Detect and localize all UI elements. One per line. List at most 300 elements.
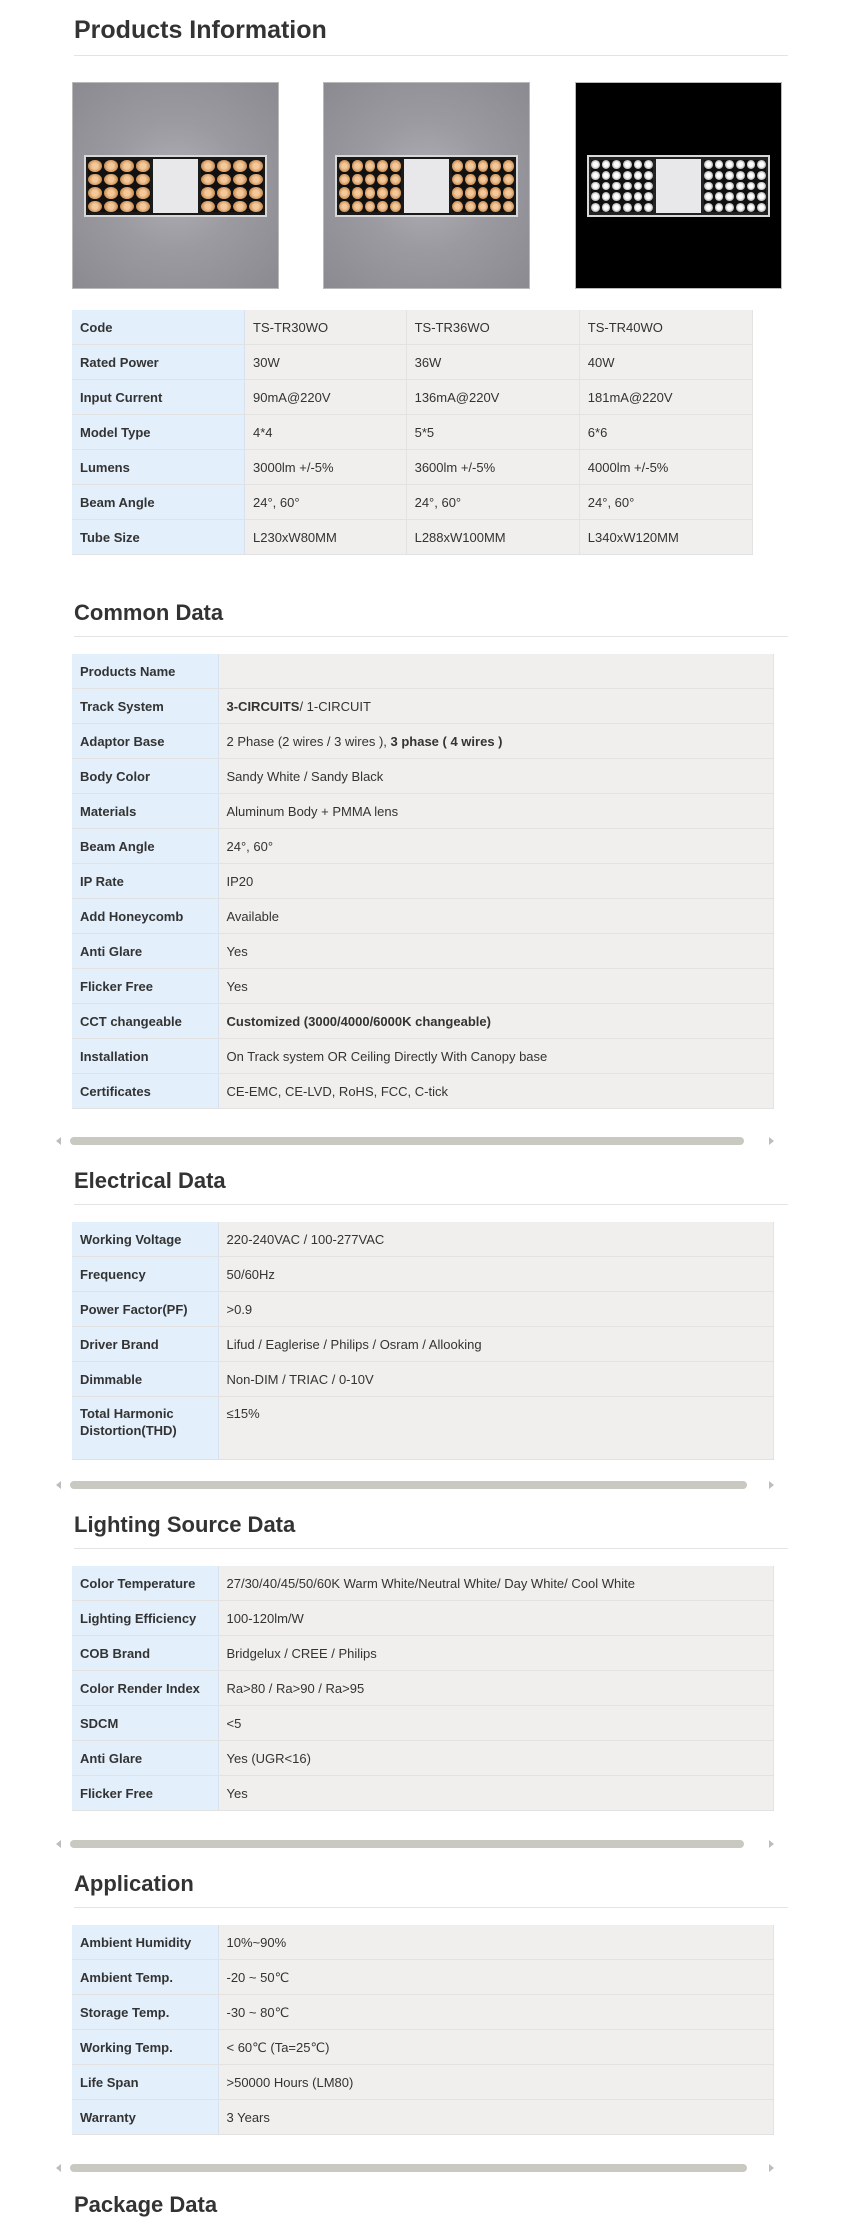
row-value: TS-TR30WO <box>245 310 407 345</box>
table-row <box>72 2100 774 2135</box>
row-value: 3 Years <box>218 2100 774 2135</box>
led-dot <box>704 171 713 180</box>
led-dot <box>478 160 489 172</box>
table-row <box>72 450 753 485</box>
table-row <box>72 689 774 724</box>
row-value: 24°, 60° <box>218 829 774 864</box>
led-dot <box>612 171 621 180</box>
row-label: Certificates <box>72 1074 218 1109</box>
row-value: 3000lm +/-5% <box>245 450 407 485</box>
led-dot <box>634 192 643 201</box>
table-row <box>72 310 753 345</box>
package-title: Package Data <box>74 2192 218 2217</box>
led-dot <box>352 160 363 172</box>
table-row <box>72 2065 774 2100</box>
row-label: Add Honeycomb <box>72 899 218 934</box>
led-dot <box>623 160 632 169</box>
row-label: Total Harmonic Distortion(THD) <box>72 1397 218 1460</box>
led-dot <box>452 174 463 186</box>
scroll-left-arrow-icon[interactable] <box>56 1137 61 1145</box>
led-dot <box>757 203 766 212</box>
led-dot <box>339 187 350 199</box>
row-label: Track System <box>72 689 218 724</box>
electrical-table <box>72 1222 774 1460</box>
led-dot <box>725 171 734 180</box>
led-dot <box>591 192 600 201</box>
row-label: Materials <box>72 794 218 829</box>
row-value: -20 ~ 50℃ <box>218 1960 774 1995</box>
electrical-scrollbar[interactable] <box>56 1478 774 1492</box>
row-label: Flicker Free <box>72 969 218 1004</box>
table-row <box>72 1004 774 1039</box>
led-dot <box>365 160 376 172</box>
led-dot <box>612 160 621 169</box>
row-value: 100-120lm/W <box>218 1601 774 1636</box>
scroll-right-arrow-icon[interactable] <box>769 1481 774 1489</box>
led-dot <box>136 201 150 213</box>
row-label: Working Temp. <box>72 2030 218 2065</box>
led-dot <box>217 201 231 213</box>
led-dot <box>377 187 388 199</box>
led-dot <box>736 203 745 212</box>
led-dot <box>201 160 215 172</box>
led-dot <box>757 160 766 169</box>
led-dot <box>612 203 621 212</box>
led-dot <box>88 187 102 199</box>
fixture-5x5-image <box>335 155 518 217</box>
scroll-right-arrow-icon[interactable] <box>769 2164 774 2172</box>
row-label: Storage Temp. <box>72 1995 218 2030</box>
table-row <box>72 1566 774 1601</box>
row-value: 24°, 60° <box>579 485 752 520</box>
row-label: Products Name <box>72 654 218 689</box>
row-value: 27/30/40/45/50/60K Warm White/Neutral White/ Day White/ Cool White <box>218 1566 774 1601</box>
row-value: L340xW120MM <box>579 520 752 555</box>
led-dot <box>478 187 489 199</box>
row-value: Sandy White / Sandy Black <box>218 759 774 794</box>
row-value: ≤15% <box>218 1397 774 1460</box>
lighting-table <box>72 1566 774 1811</box>
led-dot <box>591 171 600 180</box>
led-dot <box>478 174 489 186</box>
led-dot <box>352 187 363 199</box>
led-dot <box>747 182 756 191</box>
row-value: 4000lm +/-5% <box>579 450 752 485</box>
row-value: 40W <box>579 345 752 380</box>
led-dot <box>736 182 745 191</box>
row-label: Driver Brand <box>72 1327 218 1362</box>
table-row <box>72 829 774 864</box>
product-image-3[interactable] <box>575 82 782 289</box>
row-value-text: / 1-CIRCUIT <box>299 698 371 714</box>
led-dot <box>602 160 611 169</box>
led-dot <box>452 160 463 172</box>
led-dot <box>390 201 401 213</box>
common-table <box>72 654 774 1109</box>
table-row <box>72 1292 774 1327</box>
led-dot <box>339 174 350 186</box>
row-label: Installation <box>72 1039 218 1074</box>
led-dot <box>634 203 643 212</box>
led-dot <box>120 187 134 199</box>
table-row <box>72 899 774 934</box>
lighting-scrollbar[interactable] <box>56 1837 774 1851</box>
led-dot <box>757 171 766 180</box>
lighting-title: Lighting Source Data <box>74 1512 788 1549</box>
row-value: >50000 Hours (LM80) <box>218 2065 774 2100</box>
led-dot <box>88 174 102 186</box>
table-row <box>72 520 753 555</box>
table-row <box>72 415 753 450</box>
row-value: 4*4 <box>245 415 407 450</box>
led-dot <box>704 160 713 169</box>
led-dot <box>725 203 734 212</box>
row-value-text: 2 Phase (2 wires / 3 wires ), <box>226 733 391 749</box>
row-label: IP Rate <box>72 864 218 899</box>
row-value: 136mA@220V <box>406 380 579 415</box>
table-row <box>72 934 774 969</box>
led-dot <box>715 182 724 191</box>
table-row <box>72 2030 774 2065</box>
led-dot <box>644 203 653 212</box>
led-dot <box>747 171 756 180</box>
led-dot <box>352 201 363 213</box>
row-label: Beam Angle <box>72 829 218 864</box>
row-value: 5*5 <box>406 415 579 450</box>
row-label: Power Factor(PF) <box>72 1292 218 1327</box>
led-dot <box>233 174 247 186</box>
application-table <box>72 1925 774 2135</box>
led-dot <box>704 182 713 191</box>
row-label: Body Color <box>72 759 218 794</box>
row-value: Yes <box>218 1776 774 1811</box>
led-dot <box>591 160 600 169</box>
led-dot <box>339 201 350 213</box>
led-dot <box>465 201 476 213</box>
row-value: 24°, 60° <box>245 485 407 520</box>
table-row <box>72 1706 774 1741</box>
row-value: 24°, 60° <box>406 485 579 520</box>
scrollbar-thumb[interactable] <box>70 2164 747 2172</box>
led-dot <box>591 182 600 191</box>
row-value: 10%~90% <box>218 1925 774 1960</box>
led-dot <box>465 187 476 199</box>
row-value: Non-DIM / TRIAC / 0-10V <box>218 1362 774 1397</box>
led-dot <box>623 203 632 212</box>
row-label: Ambient Humidity <box>72 1925 218 1960</box>
led-dot <box>88 160 102 172</box>
led-dot <box>365 174 376 186</box>
fixture-6x6-image <box>587 155 770 217</box>
led-dot <box>478 201 489 213</box>
led-dot <box>623 182 632 191</box>
led-dot <box>390 174 401 186</box>
fixture-4x4-image <box>84 155 267 217</box>
scrollbar-thumb[interactable] <box>70 1137 744 1145</box>
led-dot <box>201 187 215 199</box>
led-dot <box>201 201 215 213</box>
led-dot <box>644 171 653 180</box>
row-value <box>218 654 774 689</box>
table-row <box>72 1039 774 1074</box>
row-value: 3600lm +/-5% <box>406 450 579 485</box>
led-dot <box>503 160 514 172</box>
row-value: On Track system OR Ceiling Directly With Canopy base <box>218 1039 774 1074</box>
led-dot <box>503 187 514 199</box>
led-dot <box>490 160 501 172</box>
table-row <box>72 1995 774 2030</box>
row-label: Dimmable <box>72 1362 218 1397</box>
led-dot <box>465 160 476 172</box>
led-dot <box>644 182 653 191</box>
products-table <box>72 310 753 555</box>
row-value: Available <box>218 899 774 934</box>
led-dot <box>725 160 734 169</box>
led-dot <box>612 192 621 201</box>
row-value: Bridgelux / CREE / Philips <box>218 1636 774 1671</box>
table-row <box>72 345 753 380</box>
scrollbar-thumb[interactable] <box>70 1840 744 1848</box>
table-row <box>72 380 753 415</box>
row-value: Ra>80 / Ra>90 / Ra>95 <box>218 1671 774 1706</box>
table-row <box>72 654 774 689</box>
application-title: Application <box>74 1871 788 1908</box>
led-dot <box>490 187 501 199</box>
row-value: 6*6 <box>579 415 752 450</box>
common-title: Common Data <box>74 600 788 637</box>
led-dot <box>339 160 350 172</box>
product-image-2[interactable] <box>323 82 530 289</box>
table-row <box>72 759 774 794</box>
row-label: Anti Glare <box>72 934 218 969</box>
row-value: 220-240VAC / 100-277VAC <box>218 1222 774 1257</box>
row-label: Frequency <box>72 1257 218 1292</box>
table-row <box>72 1074 774 1109</box>
row-label: Color Temperature <box>72 1566 218 1601</box>
row-label: Code <box>72 310 245 345</box>
led-dot <box>104 187 118 199</box>
led-dot <box>365 187 376 199</box>
led-dot <box>612 182 621 191</box>
led-dot <box>490 174 501 186</box>
row-value: IP20 <box>218 864 774 899</box>
led-dot <box>465 174 476 186</box>
row-value: TS-TR36WO <box>406 310 579 345</box>
led-dot <box>249 187 263 199</box>
row-label: Life Span <box>72 2065 218 2100</box>
row-value: CE-EMC, CE-LVD, RoHS, FCC, C-tick <box>218 1074 774 1109</box>
led-dot <box>217 160 231 172</box>
scroll-right-arrow-icon[interactable] <box>769 1840 774 1848</box>
led-dot <box>591 203 600 212</box>
row-value <box>218 1004 774 1039</box>
led-dot <box>602 192 611 201</box>
led-dot <box>249 201 263 213</box>
row-value: 181mA@220V <box>579 380 752 415</box>
led-dot <box>136 160 150 172</box>
table-row <box>72 1222 774 1257</box>
led-dot <box>747 160 756 169</box>
scroll-right-arrow-icon[interactable] <box>769 1137 774 1145</box>
led-dot <box>736 160 745 169</box>
table-row <box>72 969 774 1004</box>
row-value <box>218 724 774 759</box>
row-value: 36W <box>406 345 579 380</box>
row-label: Input Current <box>72 380 245 415</box>
led-dot <box>715 192 724 201</box>
led-dot <box>725 192 734 201</box>
row-value: TS-TR40WO <box>579 310 752 345</box>
led-dot <box>634 171 643 180</box>
row-value-bold: Customized (3000/4000/6000K changeable) <box>226 1013 491 1029</box>
led-dot <box>757 192 766 201</box>
row-value-bold: 3-CIRCUITS <box>226 698 300 714</box>
row-value: 90mA@220V <box>245 380 407 415</box>
led-dot <box>452 187 463 199</box>
row-value: Yes <box>218 934 774 969</box>
scroll-left-arrow-icon[interactable] <box>56 2164 61 2172</box>
table-row <box>72 1960 774 1995</box>
row-value: Yes (UGR<16) <box>218 1741 774 1776</box>
table-row <box>72 1636 774 1671</box>
led-dot <box>88 201 102 213</box>
row-value: L230xW80MM <box>245 520 407 555</box>
table-row <box>72 794 774 829</box>
row-label: SDCM <box>72 1706 218 1741</box>
table-row <box>72 1397 774 1460</box>
table-row <box>72 864 774 899</box>
row-value: 50/60Hz <box>218 1257 774 1292</box>
table-row <box>72 1671 774 1706</box>
row-value: Yes <box>218 969 774 1004</box>
row-value: <5 <box>218 1706 774 1741</box>
led-dot <box>233 201 247 213</box>
table-row <box>72 1257 774 1292</box>
led-dot <box>602 171 611 180</box>
led-dot <box>736 171 745 180</box>
products-title: Products Information <box>74 16 788 56</box>
led-dot <box>490 201 501 213</box>
led-dot <box>377 174 388 186</box>
row-label: CCT changeable <box>72 1004 218 1039</box>
table-row <box>72 1925 774 1960</box>
led-dot <box>704 203 713 212</box>
led-dot <box>104 201 118 213</box>
scrollbar-thumb[interactable] <box>70 1481 747 1489</box>
led-dot <box>104 174 118 186</box>
led-dot <box>644 192 653 201</box>
led-dot <box>757 182 766 191</box>
row-label: Lumens <box>72 450 245 485</box>
led-dot <box>249 174 263 186</box>
row-value: L288xW100MM <box>406 520 579 555</box>
led-dot <box>120 201 134 213</box>
table-row <box>72 1601 774 1636</box>
table-row <box>72 1327 774 1362</box>
led-dot <box>249 160 263 172</box>
row-label: Lighting Efficiency <box>72 1601 218 1636</box>
led-dot <box>233 160 247 172</box>
led-dot <box>217 174 231 186</box>
row-label: Model Type <box>72 415 245 450</box>
scroll-left-arrow-icon[interactable] <box>56 1840 61 1848</box>
table-row <box>72 485 753 520</box>
led-dot <box>715 171 724 180</box>
led-dot <box>602 203 611 212</box>
electrical-title: Electrical Data <box>74 1168 788 1205</box>
row-label: Beam Angle <box>72 485 245 520</box>
table-row <box>72 1776 774 1811</box>
led-dot <box>715 160 724 169</box>
led-dot <box>634 182 643 191</box>
row-label: Tube Size <box>72 520 245 555</box>
row-label: COB Brand <box>72 1636 218 1671</box>
row-value-bold: 3 phase ( 4 wires ) <box>390 733 503 749</box>
table-row <box>72 1741 774 1776</box>
application-scrollbar[interactable] <box>56 2161 774 2175</box>
row-value: < 60℃ (Ta=25℃) <box>218 2030 774 2065</box>
led-dot <box>736 192 745 201</box>
led-dot <box>352 174 363 186</box>
led-dot <box>104 160 118 172</box>
led-dot <box>120 160 134 172</box>
row-label: Color Render Index <box>72 1671 218 1706</box>
led-dot <box>390 187 401 199</box>
led-dot <box>217 187 231 199</box>
led-dot <box>623 171 632 180</box>
row-value <box>218 689 774 724</box>
led-dot <box>715 203 724 212</box>
row-value: -30 ~ 80℃ <box>218 1995 774 2030</box>
row-label: Warranty <box>72 2100 218 2135</box>
table-row <box>72 724 774 759</box>
scroll-left-arrow-icon[interactable] <box>56 1481 61 1489</box>
led-dot <box>120 174 134 186</box>
led-dot <box>747 192 756 201</box>
row-label: Anti Glare <box>72 1741 218 1776</box>
led-dot <box>623 192 632 201</box>
led-dot <box>390 160 401 172</box>
row-value: 30W <box>245 345 407 380</box>
led-dot <box>704 192 713 201</box>
led-dot <box>634 160 643 169</box>
led-dot <box>233 187 247 199</box>
led-dot <box>452 201 463 213</box>
row-label: Ambient Temp. <box>72 1960 218 1995</box>
led-dot <box>725 182 734 191</box>
common-scrollbar[interactable] <box>56 1134 774 1148</box>
led-dot <box>136 174 150 186</box>
row-value: >0.9 <box>218 1292 774 1327</box>
led-dot <box>377 201 388 213</box>
row-label: Rated Power <box>72 345 245 380</box>
led-dot <box>747 203 756 212</box>
row-label: Adaptor Base <box>72 724 218 759</box>
row-value: Lifud / Eaglerise / Philips / Osram / Allooking <box>218 1327 774 1362</box>
table-row <box>72 1362 774 1397</box>
row-label: Working Voltage <box>72 1222 218 1257</box>
led-dot <box>136 187 150 199</box>
product-image-1[interactable] <box>72 82 279 289</box>
row-value: Aluminum Body + PMMA lens <box>218 794 774 829</box>
led-dot <box>201 174 215 186</box>
led-dot <box>644 160 653 169</box>
led-dot <box>365 201 376 213</box>
led-dot <box>602 182 611 191</box>
led-dot <box>503 201 514 213</box>
led-dot <box>503 174 514 186</box>
led-dot <box>377 160 388 172</box>
